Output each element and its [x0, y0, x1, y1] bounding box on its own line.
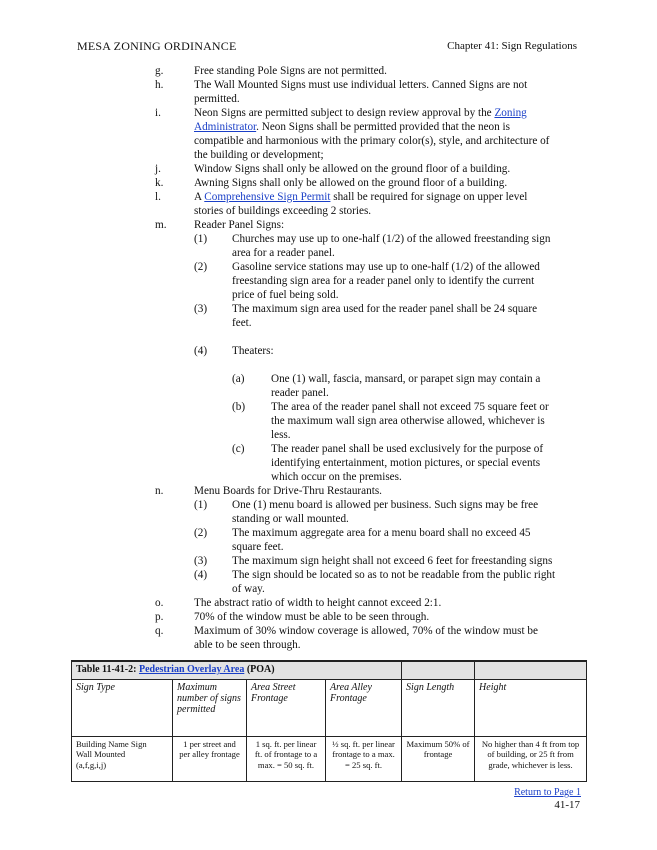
table-title: Table 11-41-2: Pedestrian Overlay Area (POA) [72, 661, 402, 680]
zoning-administrator-link-cont[interactable]: Administrator [194, 121, 257, 133]
item-n-text: Menu Boards for Drive-Thru Restaurants. [194, 485, 382, 497]
return-to-page-1-link[interactable]: Return to Page 1 [514, 787, 581, 798]
item-m-sub4b-marker: (b) [232, 401, 246, 413]
item-m-sub2-line2: freestanding sign area for a reader panel only to identify the current [232, 275, 535, 287]
item-m-sub2-marker: (2) [194, 261, 208, 273]
table-title-row [72, 661, 587, 680]
item-m-sub3-line1: The maximum sign area used for the reader panel shall be 24 square [232, 303, 538, 315]
page-header-right: Chapter 41: Sign Regulations [447, 40, 577, 52]
pedestrian-overlay-table [71, 660, 587, 782]
item-p-text: 70% of the window must be able to be seen through. [194, 611, 430, 623]
cell-area-alley: ½ sq. ft. per linear frontage to a max. = 25 sq. ft. [326, 737, 402, 782]
item-n-sub1-marker: (1) [194, 499, 208, 511]
item-l-line2: stories of buildings exceeding 2 stories. [194, 205, 372, 217]
item-n-sub4-line1: The sign should be located so as to not be readable from the public right [232, 569, 556, 581]
item-i-line4: the building or development; [194, 149, 324, 161]
item-marker-k: k. [155, 177, 164, 189]
header-sign-type: Sign Type [72, 680, 173, 737]
item-o-text: The abstract ratio of width to height cannot exceed 2:1. [194, 597, 442, 609]
item-marker-l: l. [155, 191, 161, 203]
item-m-sub4b-line2: the maximum wall sign area otherwise allowed, whichever is [271, 415, 545, 427]
item-m-sub4b-line3: less. [271, 429, 291, 441]
item-m-sub4c-line3: which occur on the premises. [271, 471, 402, 483]
cell-max-signs: 1 per street and per alley frontage [173, 737, 247, 782]
item-marker-i: i. [155, 107, 161, 119]
item-j-text: Window Signs shall only be allowed on the ground floor of a building. [194, 163, 511, 175]
item-n-sub4-marker: (4) [194, 569, 208, 581]
item-h-line1: The Wall Mounted Signs must use individual letters. Canned Signs are not [194, 79, 528, 91]
item-q-line2: able to be seen through. [194, 639, 301, 651]
item-m-sub4-text: Theaters: [232, 345, 274, 357]
pedestrian-overlay-area-link[interactable]: Pedestrian Overlay Area [138, 664, 245, 675]
item-marker-h: h. [155, 79, 164, 91]
item-m-sub4-marker: (4) [194, 345, 208, 357]
item-marker-g: g. [155, 65, 164, 77]
item-q-line1: Maximum of 30% window coverage is allowed, 70% of the window must be [194, 625, 538, 637]
item-n-sub2-marker: (2) [194, 527, 208, 539]
header-max-signs: Maximum number of signs permitted [173, 680, 247, 737]
item-h-line2: permitted. [194, 93, 240, 105]
table-title-empty-cell [475, 661, 587, 680]
item-n-sub1-line2: standing or wall mounted. [232, 513, 349, 525]
zoning-administrator-link[interactable]: Zoning [494, 107, 527, 119]
item-marker-m: m. [155, 219, 167, 231]
table-row [72, 737, 587, 782]
header-sign-length: Sign Length [402, 680, 475, 737]
cell-sign-length: Maximum 50% of frontage [402, 737, 475, 782]
cell-sign-type: Building Name Sign Wall Mounted (a,f,g,i,j) [72, 737, 173, 782]
comprehensive-sign-permit-link[interactable]: Comprehensive Sign Permit [204, 191, 331, 203]
item-m-sub1-marker: (1) [194, 233, 208, 245]
item-i-line3: compatible and harmonious with the primary color(s), style, and architecture of [194, 135, 550, 147]
item-n-sub2-line2: square feet. [232, 541, 284, 553]
item-n-sub3-line1: The maximum sign height shall not exceed 6 feet for freestanding signs [232, 555, 553, 567]
item-g-text: Free standing Pole Signs are not permitted. [194, 65, 387, 77]
cell-height: No higher than 4 ft from top of building, or 25 ft from grade, whichever is less. [475, 737, 587, 782]
item-marker-p: p. [155, 611, 164, 623]
table-title-empty-cell [402, 661, 475, 680]
item-m-sub2-line3: price of fuel being sold. [232, 289, 339, 301]
item-m-sub1-line1: Churches may use up to one-half (1/2) of the allowed freestanding sign [232, 233, 551, 245]
item-m-sub1-line2: area for a reader panel. [232, 247, 335, 259]
item-m-sub4c-marker: (c) [232, 443, 245, 455]
item-m-sub4c-line2: identifying entertainment, motion pictures, or special events [271, 457, 541, 469]
header-area-alley: Area Alley Frontage [326, 680, 402, 737]
item-m-sub4a-marker: (a) [232, 373, 245, 385]
item-n-sub2-line1: The maximum aggregate area for a menu board shall no exceed 45 [232, 527, 531, 539]
item-marker-n: n. [155, 485, 164, 497]
item-m-sub2-line1: Gasoline service stations may use up to one-half (1/2) of the allowed [232, 261, 540, 273]
cell-area-street: 1 sq. ft. per linear ft. of frontage to a max. = 50 sq. ft. [247, 737, 326, 782]
item-n-sub3-marker: (3) [194, 555, 208, 567]
item-i-line1: Neon Signs are permitted subject to design review approval by the Zoning [194, 107, 527, 119]
item-marker-q: q. [155, 625, 164, 637]
page-header-left: MESA ZONING ORDINANCE [77, 39, 237, 53]
item-l-line1: A Comprehensive Sign Permit shall be required for signage on upper level [194, 191, 528, 203]
header-area-street: Area Street Frontage [247, 680, 326, 737]
item-n-sub4-line2: of way. [232, 583, 265, 595]
item-m-sub4b-line1: The area of the reader panel shall not exceed 75 square feet or [271, 401, 549, 413]
item-m-sub3-marker: (3) [194, 303, 208, 315]
item-m-sub3-line2: feet. [232, 317, 252, 329]
item-m-text: Reader Panel Signs: [194, 219, 285, 231]
item-m-sub4c-line1: The reader panel shall be used exclusively for the purpose of [271, 443, 544, 455]
item-i-line2: Administrator. Neon Signs shall be permitted provided that the neon is [194, 121, 511, 133]
item-k-text: Awning Signs shall only be allowed on the ground floor of a building. [194, 177, 508, 189]
item-marker-j: j. [155, 163, 161, 175]
item-n-sub1-line1: One (1) menu board is allowed per business. Such signs may be free [232, 499, 539, 511]
item-marker-o: o. [155, 597, 164, 609]
table-header-row [72, 680, 587, 737]
item-m-sub4a-line2: reader panel. [271, 387, 329, 399]
page-number: 41-17 [554, 799, 580, 811]
item-m-sub4a-line1: One (1) wall, fascia, mansard, or parapet sign may contain a [271, 373, 541, 385]
header-height: Height [475, 680, 587, 737]
